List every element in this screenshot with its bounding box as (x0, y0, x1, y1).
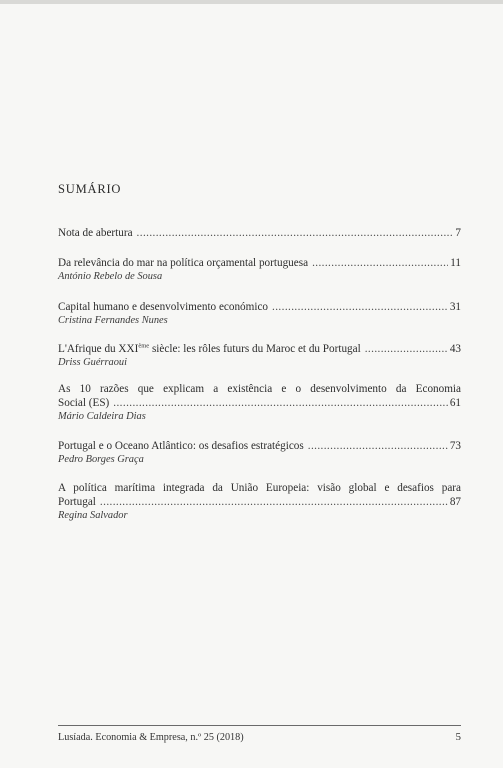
entry-title: Portugal e o Oceano Atlântico: os desafios estratégicos (58, 440, 304, 452)
dot-leader (137, 226, 454, 240)
entry-author: Driss Guérraoui (58, 357, 127, 368)
dot-leader (100, 495, 448, 509)
entry-page: 73 (449, 440, 461, 452)
entry-author: Cristina Fernandes Nunes (58, 315, 168, 326)
dot-leader (272, 300, 448, 314)
journal-citation: Lusíada. Economia & Empresa, n.º 25 (2018) (58, 732, 244, 743)
entry-title-continued: Portugal (58, 496, 96, 508)
toc-entry[interactable] (58, 300, 461, 342)
toc-entry[interactable] (58, 342, 461, 382)
entry-author: Mário Caldeira Dias (58, 411, 146, 422)
page-title: SUMÁRIO (58, 182, 122, 196)
entry-page: 7 (455, 227, 461, 239)
top-edge (0, 0, 503, 4)
entry-page: 61 (449, 397, 461, 409)
entry-author: Regina Salvador (58, 510, 128, 521)
dot-leader (365, 342, 448, 356)
entry-page: 11 (450, 257, 461, 269)
entry-page: 31 (449, 301, 461, 313)
entry-author: Pedro Borges Graça (58, 454, 144, 465)
toc-entry[interactable] (58, 256, 461, 300)
entry-title-continued: Social (ES) (58, 397, 110, 409)
entry-title: As 10 razões que explicam a existência e o desenvolvimento da Economia (58, 383, 461, 395)
page-footer (58, 732, 461, 743)
dot-leader (312, 256, 448, 270)
footer-divider (58, 725, 461, 726)
dot-leader (308, 439, 448, 453)
page-number: 5 (455, 731, 461, 743)
toc-entry[interactable] (58, 481, 461, 525)
entry-title: Capital humano e desenvolvimento económico (58, 301, 269, 313)
entry-title: A política marítima integrada da União Europeia: visão global e desafios para (58, 482, 461, 494)
entry-title: Nota de abertura (58, 227, 133, 239)
dot-leader (113, 396, 448, 410)
entry-title: L'Afrique du XXIème siècle: les rôles futurs du Maroc et du Portugal (58, 342, 361, 355)
table-of-contents (58, 226, 461, 525)
entry-page: 87 (449, 496, 461, 508)
entry-author: António Rebelo de Sousa (58, 271, 163, 282)
entry-title: Da relevância do mar na política orçamental portuguesa (58, 257, 309, 269)
entry-page: 43 (449, 343, 461, 355)
toc-entry[interactable] (58, 226, 461, 256)
toc-entry[interactable] (58, 439, 461, 481)
toc-entry[interactable] (58, 382, 461, 439)
